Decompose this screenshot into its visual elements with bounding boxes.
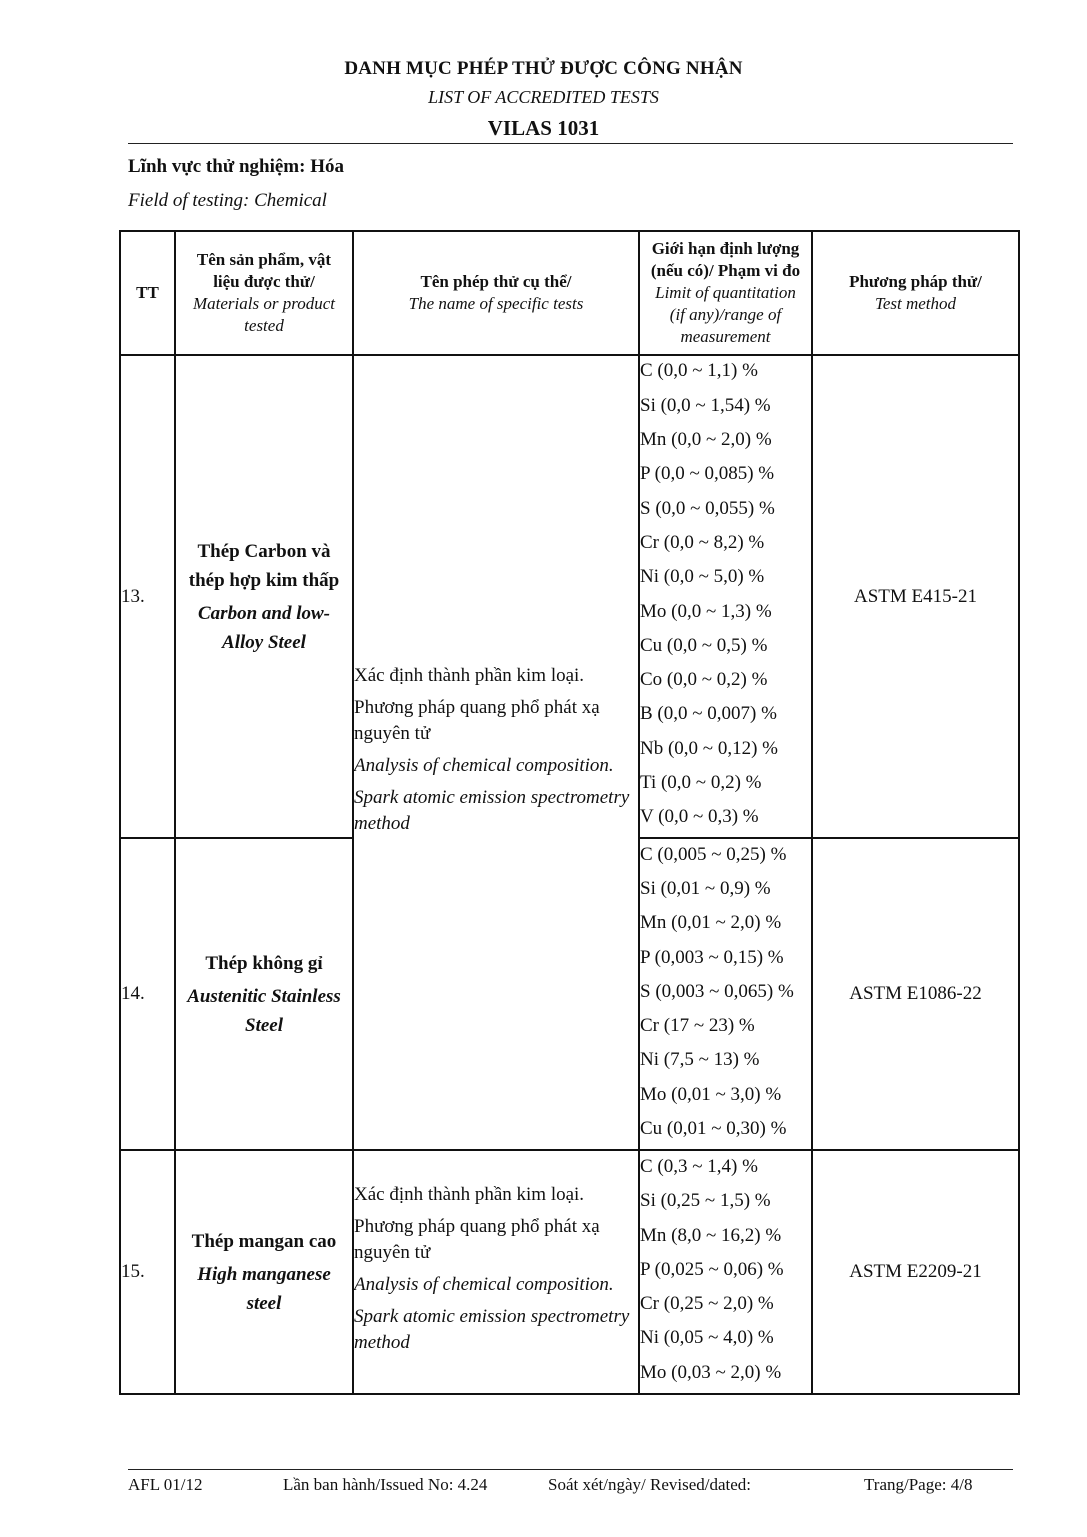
range-item: Si (0,25 ~ 1,5) % — [640, 1190, 771, 1212]
field-of-testing-en: Field of testing: Chemical — [128, 190, 327, 211]
footer-form-code: AFL 01/12 — [128, 1475, 203, 1494]
header-tt: TT — [120, 231, 175, 355]
range-item: Si (0,0 ~ 1,54) % — [640, 394, 771, 416]
range-item: P (0,0 ~ 0,085) % — [640, 463, 775, 485]
test-name-en-2: Spark atomic emission spectrometry method — [354, 1306, 630, 1353]
range-item: Si (0,01 ~ 0,9) % — [640, 877, 771, 899]
range-item: Mo (0,03 ~ 2,0) % — [640, 1361, 782, 1383]
test-name-vi-2: Phương pháp quang phổ phát xạ nguyên tử — [354, 696, 600, 744]
range-item: Mo (0,01 ~ 3,0) % — [640, 1083, 782, 1105]
range-item: Mn (0,01 ~ 2,0) % — [640, 912, 782, 934]
footer-revised: Soát xét/ngày/ Revised/dated: — [548, 1475, 752, 1494]
table-row — [120, 355, 1019, 838]
test-method-cell: ASTM E415-21 — [812, 355, 1019, 838]
range-item: Mn (8,0 ~ 16,2) % — [640, 1224, 782, 1246]
range-item: C (0,0 ~ 1,1) % — [640, 360, 758, 382]
range-item: C (0,3 ~ 1,4) % — [640, 1155, 758, 1177]
row-number: 15. — [120, 1150, 175, 1394]
range-item: Cr (0,25 ~ 2,0) % — [640, 1293, 774, 1315]
test-name-vi-2: Phương pháp quang phổ phát xạ nguyên tử — [354, 1216, 600, 1263]
header-materials: Tên sản phẩm, vật liệu được thử/ Materials or product tested — [175, 231, 353, 355]
test-name-en-2: Spark atomic emission spectrometry method — [354, 786, 630, 834]
range-item: S (0,003 ~ 0,065) % — [640, 980, 794, 1002]
material-cell: Thép Carbon và thép hợp kim thấp Carbon and low-Alloy Steel — [175, 355, 353, 838]
material-cell: Thép không gỉ Austenitic Stainless Steel — [175, 838, 353, 1150]
title-vietnamese: DANH MỤC PHÉP THỬ ĐƯỢC CÔNG NHẬN — [344, 58, 743, 79]
table-header-row — [120, 231, 1019, 355]
range-item: Ni (0,0 ~ 5,0) % — [640, 566, 765, 588]
range-item: Cu (0,0 ~ 0,5) % — [640, 634, 768, 656]
header-method: Phương pháp thử/ Test method — [812, 231, 1019, 355]
range-cell — [639, 838, 812, 1150]
range-item: Cr (17 ~ 23) % — [640, 1015, 755, 1037]
row-number: 13. — [120, 355, 175, 838]
header-tests: Tên phép thử cụ thể/ The name of specific tests — [353, 231, 639, 355]
test-name-en-1: Analysis of chemical composition. — [354, 1274, 614, 1295]
range-cell — [639, 355, 812, 838]
row-number: 14. — [120, 838, 175, 1150]
footer-divider — [128, 1469, 1013, 1470]
test-method-cell: ASTM E1086-22 — [812, 838, 1019, 1150]
material-cell: Thép mangan cao High manganese steel — [175, 1150, 353, 1394]
range-item: Co (0,0 ~ 0,2) % — [640, 669, 768, 691]
range-cell — [639, 1150, 812, 1394]
range-item: Cu (0,01 ~ 0,30) % — [640, 1118, 787, 1140]
range-item: P (0,003 ~ 0,15) % — [640, 946, 784, 968]
test-method-cell: ASTM E2209-21 — [812, 1150, 1019, 1394]
test-name-vi-1: Xác định thành phần kim loại. — [354, 664, 585, 686]
accredited-tests-table — [119, 230, 1020, 1395]
field-of-testing-vi: Lĩnh vực thử nghiệm: Hóa — [128, 156, 344, 177]
test-name-vi-1: Xác định thành phần kim loại. — [354, 1184, 585, 1205]
range-item: V (0,0 ~ 0,3) % — [640, 806, 759, 828]
range-item: Mn (0,0 ~ 2,0) % — [640, 429, 772, 451]
range-item: Ni (7,5 ~ 13) % — [640, 1049, 760, 1071]
range-item: P (0,025 ~ 0,06) % — [640, 1258, 784, 1280]
header-limit: Giới hạn định lượng (nếu có)/ Phạm vi đo Limit of quantitation (if any)/range of measurement — [639, 231, 812, 355]
footer-issued: Lần ban hành/Issued No: 4.24 — [283, 1475, 488, 1494]
header-divider — [128, 143, 1013, 144]
range-item: B (0,0 ~ 0,007) % — [640, 703, 777, 725]
range-item: Ni (0,05 ~ 4,0) % — [640, 1327, 774, 1349]
test-name-en-1: Analysis of chemical composition. — [354, 754, 614, 776]
test-name-cell — [353, 355, 639, 1150]
range-item: S (0,0 ~ 0,055) % — [640, 497, 775, 519]
range-item: Cr (0,0 ~ 8,2) % — [640, 531, 765, 553]
footer-page: Trang/Page: 4/8 — [864, 1475, 973, 1494]
accreditation-code: VILAS 1031 — [487, 116, 600, 140]
table-row — [120, 1150, 1019, 1394]
range-item: C (0,005 ~ 0,25) % — [640, 843, 787, 865]
test-name-cell — [353, 1150, 639, 1394]
title-english: LIST OF ACCREDITED TESTS — [428, 87, 659, 107]
range-item: Ti (0,0 ~ 0,2) % — [640, 771, 762, 793]
range-item: Nb (0,0 ~ 0,12) % — [640, 737, 778, 759]
range-item: Mo (0,0 ~ 1,3) % — [640, 600, 772, 622]
